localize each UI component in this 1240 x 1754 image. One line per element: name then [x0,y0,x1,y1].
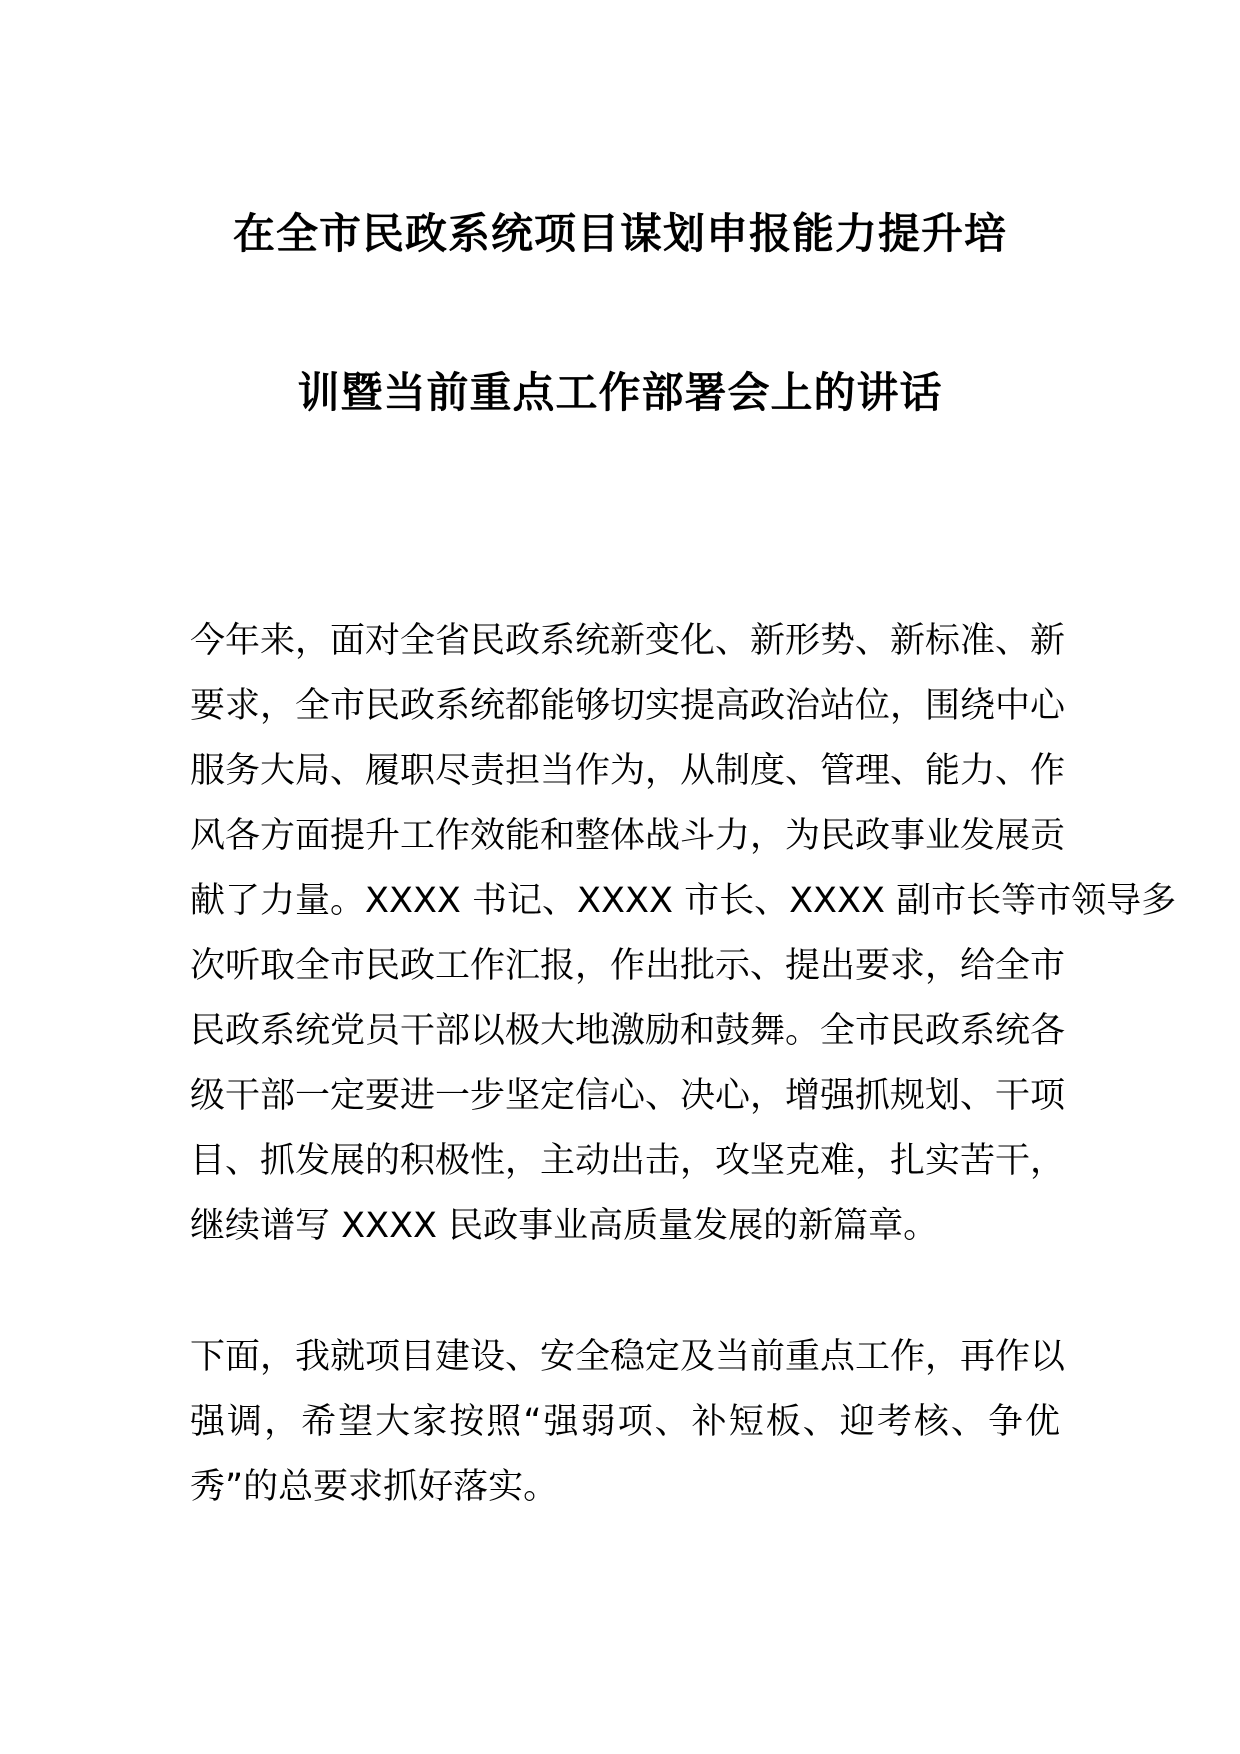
paragraph-line: 目、抓发展的积极性，主动出击，攻坚克难，扎实苦干， [190,1141,1066,1181]
body-paragraph-2 [190,1325,1066,1520]
body-paragraph-1 [190,609,1177,1259]
paragraph-line: 风各方面提升工作效能和整体战斗力，为民政事业发展贡 [190,816,1066,856]
paragraph-line: 献了力量。XXXX 书记、XXXX 市长、XXXX 副市长等市领导多 [190,881,1177,921]
paragraph-line: 今年来，面对全省民政系统新变化、新形势、新标准、新 [190,621,1066,661]
paragraph-line: 级干部一定要进一步坚定信心、决心，增强抓规划、干项 [190,1076,1066,1116]
paragraph-line: 次听取全市民政工作汇报，作出批示、提出要求，给全市 [190,946,1066,986]
document-title-line-1: 在全市民政系统项目谋划申报能力提升培 [232,209,1007,258]
document-title-line-2: 训暨当前重点工作部署会上的讲话 [297,368,943,417]
paragraph-line: 下面，我就项目建设、安全稳定及当前重点工作，再作以 [190,1337,1066,1377]
paragraph-line: 继续谱写 XXXX 民政事业高质量发展的新篇章。 [190,1206,939,1246]
paragraph-line: 秀”的总要求抓好落实。 [190,1467,559,1507]
paragraph-line: 服务大局、履职尽责担当作为，从制度、管理、能力、作 [190,751,1066,791]
paragraph-line: 强调，希望大家按照“强弱项、补短板、迎考核、争优 [190,1402,1060,1442]
paragraph-line: 民政系统党员干部以极大地激励和鼓舞。全市民政系统各 [190,1011,1066,1051]
paragraph-line: 要求，全市民政系统都能够切实提高政治站位，围绕中心 [190,686,1066,726]
